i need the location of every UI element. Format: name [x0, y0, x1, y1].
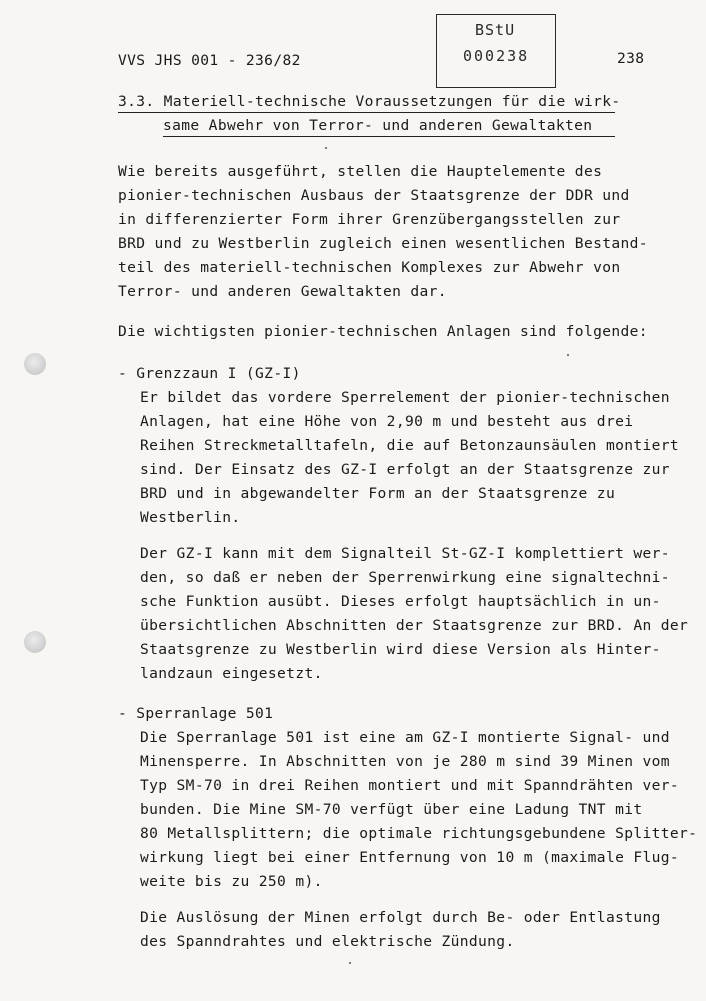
text-line: Die Auslösung der Minen erfolgt durch Be- oder Entlastung — [140, 909, 661, 926]
heading-underline-1 — [118, 112, 615, 113]
text-line: wirkung liegt bei einer Entfernung von 10 m (maximale Flug- — [140, 849, 680, 866]
punch-hole-icon — [24, 631, 46, 653]
text-line: Minensperre. In Abschnitten von je 280 m sind 39 Minen vom — [140, 753, 670, 770]
text-line: sche Funktion ausübt. Dieses erfolgt hauptsächlich in un- — [140, 593, 661, 610]
text-line: Der GZ-I kann mit dem Signalteil St-GZ-I komplettiert wer- — [140, 545, 670, 562]
stamp-archive-name: BStU — [475, 21, 516, 39]
text-line: 80 Metallsplittern; die optimale richtungsgebundene Splitter- — [140, 825, 698, 842]
text-line: übersichtlichen Abschnitten der Staatsgrenze zur BRD. An der — [140, 617, 689, 634]
item-title-sperranlage: - Sperranlage 501 — [118, 705, 274, 722]
text-line: bunden. Die Mine SM-70 verfügt über eine Ladung TNT mit — [140, 801, 643, 818]
punch-hole-icon — [24, 353, 46, 375]
section-heading-line1: 3.3. Materiell-technische Voraussetzungen für die wirk- — [118, 93, 621, 110]
stamp-page-code: 000238 — [463, 47, 530, 65]
text-line: Staatsgrenze zu Westberlin wird diese Version als Hinter- — [140, 641, 661, 658]
heading-underline-2 — [163, 136, 615, 137]
text-line: Reihen Streckmetalltafeln, die auf Betonzaunsäulen montiert — [140, 437, 680, 454]
text-line: Wie bereits ausgeführt, stellen die Hauptelemente des — [118, 163, 603, 180]
text-line: BRD und zu Westberlin zugleich einen wesentlichen Bestand- — [118, 235, 648, 252]
page-number: 238 — [617, 50, 645, 67]
text-line: weite bis zu 250 m). — [140, 873, 323, 890]
text-line: sind. Der Einsatz des GZ-I erfolgt an der Staatsgrenze zur — [140, 461, 670, 478]
text-line: pionier-technischen Ausbaus der Staatsgrenze der DDR und — [118, 187, 630, 204]
text-line: BRD und in abgewandelter Form an der Staatsgrenze zu — [140, 485, 616, 502]
lead-sentence: Die wichtigsten pionier-technischen Anlagen sind folgende: — [118, 323, 648, 340]
text-line: Westberlin. — [140, 509, 241, 526]
text-line: den, so daß er neben der Sperrenwirkung eine signaltechni- — [140, 569, 670, 586]
section-heading-line2: same Abwehr von Terror- und anderen Gewaltakten — [163, 117, 593, 134]
archive-stamp — [436, 14, 556, 88]
document-reference: VVS JHS 001 - 236/82 — [118, 52, 301, 69]
text-line: Die Sperranlage 501 ist eine am GZ-I montierte Signal- und — [140, 729, 670, 746]
text-line: des Spanndrahtes und elektrische Zündung. — [140, 933, 515, 950]
text-line: Anlagen, hat eine Höhe von 2,90 m und besteht aus drei — [140, 413, 634, 430]
scan-speck — [349, 962, 351, 964]
text-line: Terror- und anderen Gewaltakten dar. — [118, 283, 447, 300]
scan-speck — [325, 147, 327, 149]
text-line: teil des materiell-technischen Komplexes zur Abwehr von — [118, 259, 621, 276]
text-line: in differenzierter Form ihrer Grenzübergangsstellen zur — [118, 211, 621, 228]
scan-speck — [567, 354, 569, 356]
text-line: landzaun eingesetzt. — [140, 665, 323, 682]
item-title-grenzzaun: - Grenzzaun I (GZ-I) — [118, 365, 301, 382]
text-line: Er bildet das vordere Sperrelement der pionier-technischen — [140, 389, 670, 406]
text-line: Typ SM-70 in drei Reihen montiert und mit Spanndrähten ver- — [140, 777, 680, 794]
